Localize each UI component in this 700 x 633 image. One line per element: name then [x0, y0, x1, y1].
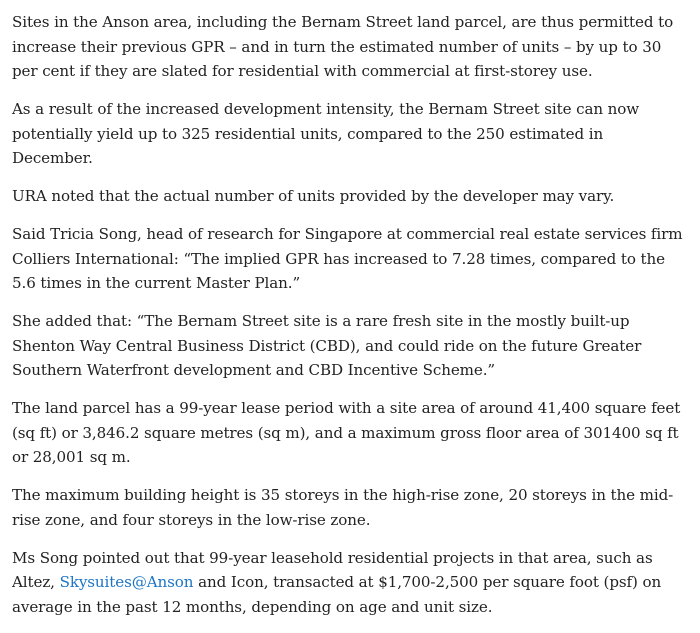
- paragraph-gpr-increase: Sites in the Anson area, including the Bernam Street land parcel, are thus permitted to increase their previous GPR – and in turn the estimated number of units – by up to 30 per cent if they are slated for residential with commercial at first-storey use.: [12, 13, 674, 80]
- leasehold-text-after-link: and Icon, transacted at $1,700-2,500 per square foot (psf) on average in the past 12 months, depending on age and unit size.: [12, 573, 662, 616]
- paragraph-tricia-song-quote: Said Tricia Song, head of research for Singapore at commercial real estate services firm Colliers International: “The implied GPR has increased to 7.28 times, compared to the 5.6 times in the current Master Plan.”: [12, 225, 683, 292]
- paragraph-ura-note: URA noted that the actual number of units provided by the developer may vary.: [12, 187, 615, 205]
- paragraph-leasehold-prices: [12, 546, 684, 620]
- paragraph-residential-units: As a result of the increased development intensity, the Bernam Street site can now potentially yield up to 325 residential units, compared to the 250 estimated in December.: [12, 100, 640, 167]
- paragraph-cbd-site-quote: She added that: “The Bernam Street site is a rare fresh site in the mostly built-up Shenton Way Central Business District (CBD), and could ride on the future Greater Southern Waterfront development and CBD Incentive Scheme.”: [12, 312, 642, 379]
- paragraph-land-parcel-details: The land parcel has a 99-year lease period with a site area of around 41,400 square feet (sq ft) or 3,846.2 square metres (sq m), and a maximum gross floor area of 301400 sq ft or 28,001 sq m.: [12, 399, 681, 466]
- paragraph-building-height: The maximum building height is 35 storeys in the high-rise zone, 20 storeys in the mid-rise zone, and four storeys in the low-rise zone.: [12, 486, 674, 529]
- leasehold-text-before-link: Ms Song pointed out that 99-year leasehold residential projects in that area, such as Altez,: [12, 548, 653, 591]
- skysuites-anson-link[interactable]: Skysuites@Anson: [59, 573, 194, 591]
- article-body: [12, 10, 684, 633]
